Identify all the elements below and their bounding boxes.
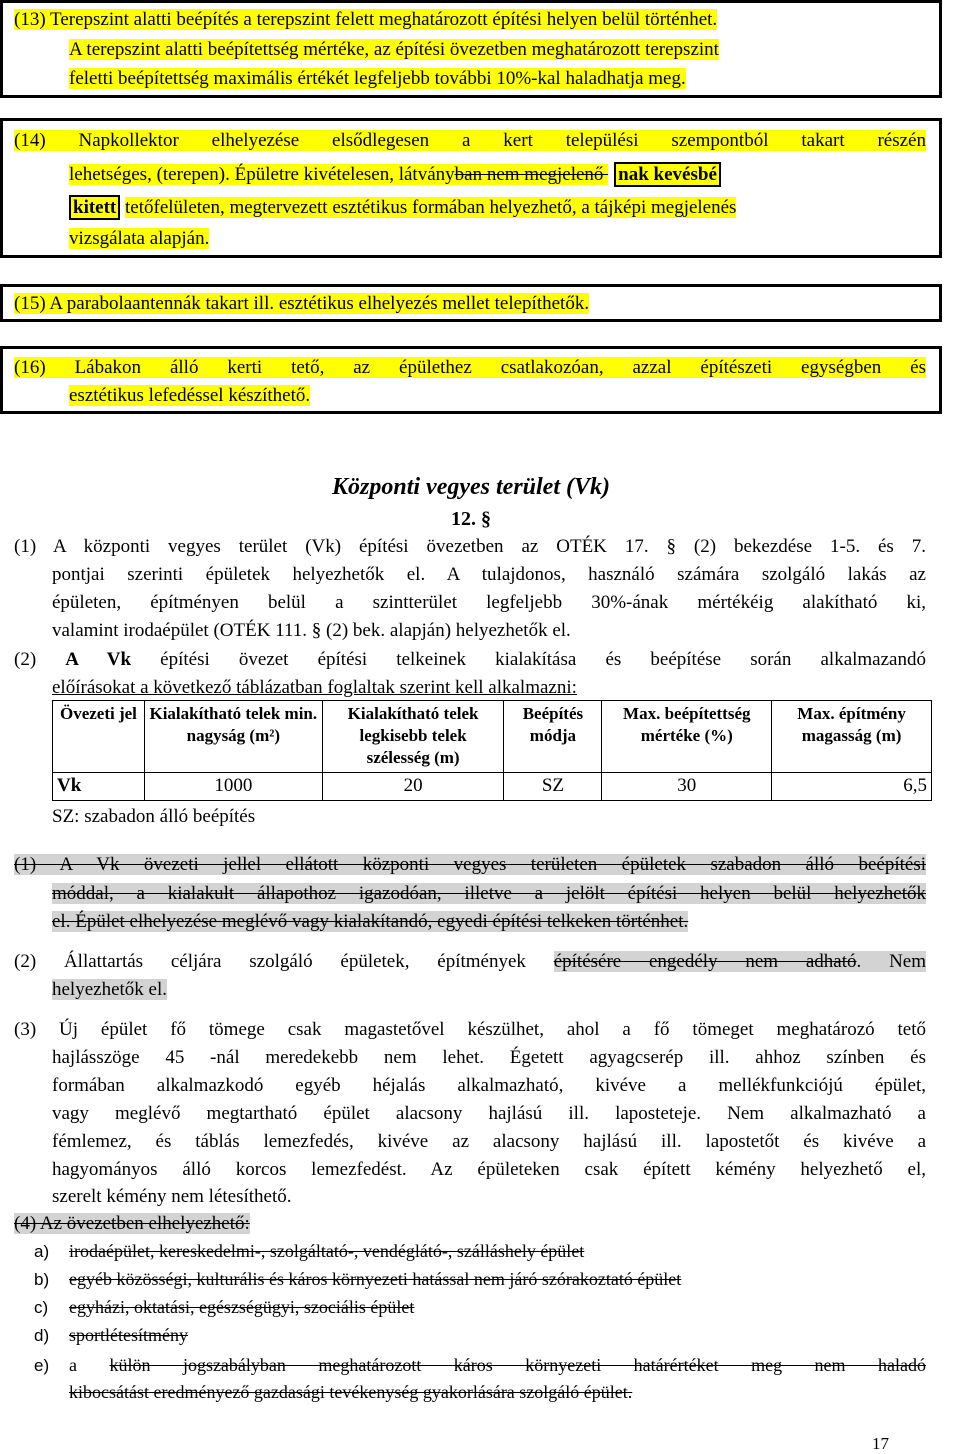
s3-line-4: vagy meglévő megtartható épület alacsony hajlású ill. laposteteje. Nem alkalmazható a (52, 1103, 926, 1124)
s2-line-2: helyezhetők el. (52, 979, 168, 1000)
s3-line-6: hagyományos álló korcos lemezfedést. Az épületeken csak épített kémény helyezhető el, (52, 1159, 926, 1180)
table-note: SZ: szabadon álló beépítés (52, 806, 256, 827)
s3-line-1: (3) Új épület fő tömege csak magastetővel készülhet, ahol a fő tömeget meghatározó tető (14, 1019, 926, 1040)
s1-line-3: el. Épület elhelyezése meglévő vagy kialakítandó, egyedi építési telkeken történhet. (52, 911, 689, 932)
s4-item-a: irodaépület, kereskedelmi-, szolgáltató-, vendéglátó-, szálláshely épület (69, 1241, 585, 1261)
paragraph-13-line-3: feletti beépítettség maximális értékét legfeljebb további 10%-kal haladhatja meg. (69, 68, 686, 89)
paragraph-13-line-1: (13) Terepszint alatti beépítés a terepszint felett meghatározott építési helyen belül történhet. (14, 9, 718, 30)
paragraph-14-line-2: lehetséges, (terepen). Épületre kivételesen, látványban nem megjelenő nak kevésbé (69, 163, 721, 187)
s4-heading: (4) Az övezetben elhelyezhető: (14, 1213, 250, 1234)
page-number: 17 (872, 1434, 889, 1453)
table-header-cell: Beépítés módja (504, 701, 602, 773)
s4-item-d-mark: d) (34, 1326, 50, 1345)
s3-line-2: hajlásszöge 45 -nál meredekebb nem lehet. Égetett agyagcserép ill. ahhoz színben és (52, 1047, 926, 1068)
table-header-cell: Kialakítható telek legkisebb telek szélesség (m) (322, 701, 504, 773)
table-cell: 30 (602, 773, 772, 801)
section-number: 12. § (451, 508, 491, 530)
s3-line-3: formában alkalmazkodó egyéb héjalás alkalmazható, kivéve a mellékfunkciójú épület, (52, 1075, 926, 1096)
paragraph-14-line-3: kitett tetőfelületen, megtervezett esztétikus formában helyezhető, a tájképi megjelenés (69, 196, 736, 220)
s4-item-d: sportlétesítmény (69, 1325, 188, 1345)
s4-item-b-mark: b) (34, 1270, 50, 1289)
table-row (53, 773, 932, 801)
paragraph-16-line-1: (16) Lábakon álló kerti tető, az épülethez csatlakozóan, azzal építészeti egységben és (14, 357, 926, 378)
p1-line-3: épületen, építményen belül a szintterület legfeljebb 30%-ának mértékéig alakítható ki, (52, 592, 926, 613)
regulation-table (52, 700, 932, 801)
table-header-cell: Övezeti jel (53, 701, 145, 773)
table-header-row (53, 701, 932, 773)
table-cell: 6,5 (772, 773, 932, 801)
s4-item-e-line-1: a külön jogszabályban meghatározott káros környezeti határértéket meg nem haladó (69, 1355, 926, 1375)
s4-item-c: egyházi, oktatási, egészségügyi, szociális épület (69, 1297, 415, 1317)
s3-line-5: fémlemez, és táblás lemezfedés, kivéve az alacsony hajlású ill. lapostetőt és kivéve a (52, 1131, 926, 1152)
p1-line-2: pontjai szerinti épületek helyezhetők el. A tulajdonos, használó számára szolgáló lakás az (52, 564, 926, 585)
table-header-cell: Max. építmény magasság (m) (772, 701, 932, 773)
s1-line-1: (1) A Vk övezeti jellel ellátott központi vegyes területen épületek szabadon álló beépítési (14, 854, 926, 875)
paragraph-13-line-2: A terepszint alatti beépítettség mértéke, az építési övezetben meghatározott terepszint (69, 39, 719, 60)
p1-line-1: (1) A központi vegyes terület (Vk) építési övezetben az OTÉK 17. § (2) bekezdése 1-5. és 7. (14, 536, 926, 557)
table-header-cell: Max. beépítettség mértéke (%) (602, 701, 772, 773)
table-header-cell: Kialakítható telek min. nagyság (m²) (144, 701, 322, 773)
s4-item-b: egyéb közösségi, kulturális és káros környezeti hatással nem járó szórakoztató épület (69, 1269, 682, 1289)
table-cell-zone: Vk (53, 773, 145, 801)
paragraph-16-line-2: esztétikus lefedéssel készíthető. (69, 385, 311, 406)
section-title: Központi vegyes terület (Vk) (332, 474, 610, 500)
p2-line-2: előírásokat a következő táblázatban foglaltak szerint kell alkalmazni: (52, 677, 577, 698)
s4-item-e-mark: e) (34, 1356, 50, 1375)
table-cell: 1000 (144, 773, 322, 801)
table-cell: 20 (322, 773, 504, 801)
s4-item-c-mark: c) (34, 1298, 49, 1317)
s4-item-e-line-2: kibocsátást eredményező gazdasági tevékenység gyakorlására szolgáló épület. (69, 1382, 633, 1402)
s4-item-a-mark: a) (34, 1242, 50, 1261)
s1-line-2: móddal, a kialakult állapothoz igazodóan, illetve a jelölt építési helyen belül helyezhetők (52, 883, 926, 904)
s3-line-7: szerelt kémény nem létesíthető. (52, 1186, 292, 1207)
paragraph-14-line-4: vizsgálata alapján. (69, 228, 210, 249)
p2-line-1: (2) A Vk építési övezet építési telkeinek kialakítása és beépítése során alkalmazandó (14, 649, 926, 670)
paragraph-15-line-1: (15) A parabolaantennák takart ill. esztétikus elhelyezés mellet telepíthetők. (14, 293, 590, 314)
p1-line-4: valamint irodaépület (OTÉK 111. § (2) bek. alapján) helyezhetők el. (52, 620, 571, 641)
s2-line-1: (2) Állattartás céljára szolgáló épületek, építmények építésére engedély nem adható. Nem (14, 951, 927, 972)
table-cell: SZ (504, 773, 602, 801)
paragraph-14-line-1: (14) Napkollektor elhelyezése elsődlegesen a kert települési szempontból takart részén (14, 130, 926, 151)
